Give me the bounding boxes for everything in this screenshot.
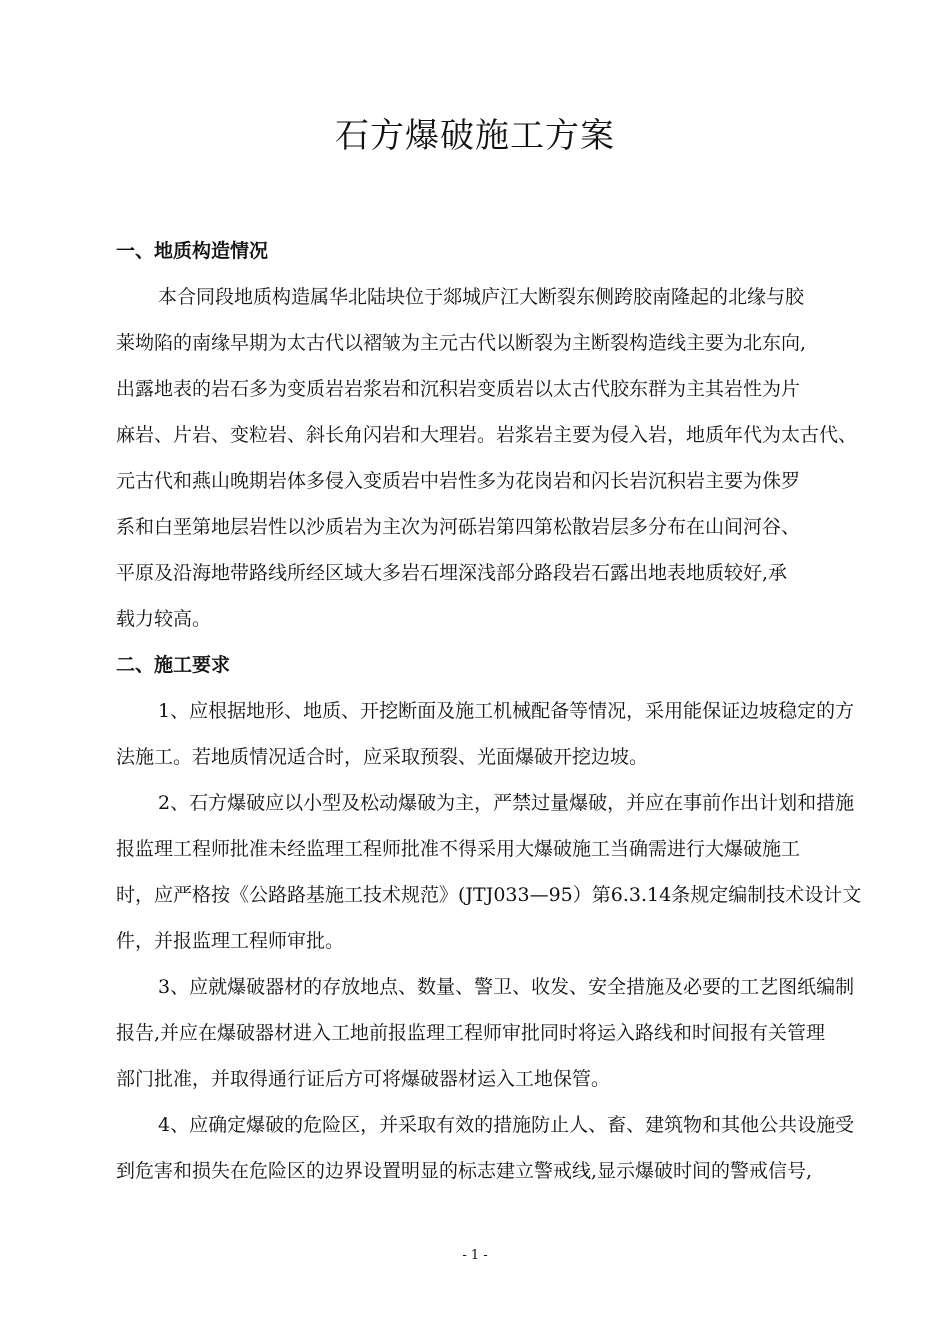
paragraph bbox=[116, 688, 926, 780]
paragraph-line: 出露地表的岩石多为变质岩岩浆岩和沉积岩变质岩以太古代胶东群为主其岩性为片 bbox=[116, 378, 801, 400]
document-title: 石方爆破施工方案 bbox=[335, 116, 615, 156]
page-number: - 1 - bbox=[462, 1248, 488, 1263]
paragraph-line: 平原及沿海地带路线所经区域大多岩石埋深浅部分路段岩石露出地表地质较好,承 bbox=[116, 562, 788, 584]
paragraph-line: 法施工。若地质情况适合时，应采取预裂、光面爆破开挖边坡。 bbox=[116, 746, 649, 768]
paragraph-line: 报监理工程师批准未经监理工程师批准不得采用大爆破施工当确需进行大爆破施工 bbox=[116, 838, 801, 860]
document-body bbox=[116, 228, 926, 1194]
paragraph-line: 部门批准，并取得通行证后方可将爆破器材运入工地保管。 bbox=[116, 1068, 611, 1090]
paragraph bbox=[116, 780, 926, 964]
paragraph-line: 莱坳陷的南缘早期为太古代以褶皱为主元古代以断裂为主断裂构造线主要为北东向, bbox=[116, 332, 807, 354]
paragraph-line: 本合同段地质构造属华北陆块位于郯城庐江大断裂东侧跨胶南隆起的北缘与胶 bbox=[158, 286, 805, 308]
paragraph-line: 载力较高。 bbox=[116, 608, 212, 630]
paragraph-line: 2、石方爆破应以小型及松动爆破为主，严禁过量爆破，并应在事前作出计划和措施 bbox=[158, 792, 855, 814]
paragraph-line: 麻岩、片岩、变粒岩、斜长角闪岩和大理岩。岩浆岩主要为侵入岩，地质年代为太古代、 bbox=[116, 424, 858, 446]
section-heading: 一、地质构造情况 bbox=[116, 240, 269, 262]
paragraph-line: 件，并报监理工程师审批。 bbox=[116, 930, 345, 952]
paragraph-line: 3、应就爆破器材的存放地点、数量、警卫、收发、安全措施及必要的工艺图纸编制 bbox=[158, 976, 855, 998]
paragraph-line: 系和白垩第地层岩性以沙质岩为主次为河砾岩第四第松散岩层多分布在山间河谷、 bbox=[116, 516, 801, 538]
paragraph-line: 报告,并应在爆破器材进入工地前报监理工程师审批同时将运入路线和时间报有关管理 bbox=[116, 1022, 826, 1044]
paragraph-line: 4、应确定爆破的危险区，并采取有效的措施防止人、畜、建筑物和其他公共设施受 bbox=[158, 1114, 855, 1136]
paragraph-line: 时，应严格按《公路路基施工技术规范》(JTJ033—95）第6.3.14条规定编制技术设计文 bbox=[116, 884, 862, 906]
paragraph bbox=[116, 274, 926, 642]
paragraph bbox=[116, 964, 926, 1102]
paragraph-line: 到危害和损失在危险区的边界设置明显的标志建立警戒线,显示爆破时间的警戒信号, bbox=[116, 1160, 813, 1182]
paragraph-line: 元古代和燕山晚期岩体多侵入变质岩中岩性多为花岗岩和闪长岩沉积岩主要为侏罗 bbox=[116, 470, 801, 492]
paragraph bbox=[116, 1102, 926, 1194]
section-heading: 二、施工要求 bbox=[116, 654, 231, 676]
paragraph-line: 1、应根据地形、地质、开挖断面及施工机械配备等情况，采用能保证边坡稳定的方 bbox=[158, 700, 855, 722]
